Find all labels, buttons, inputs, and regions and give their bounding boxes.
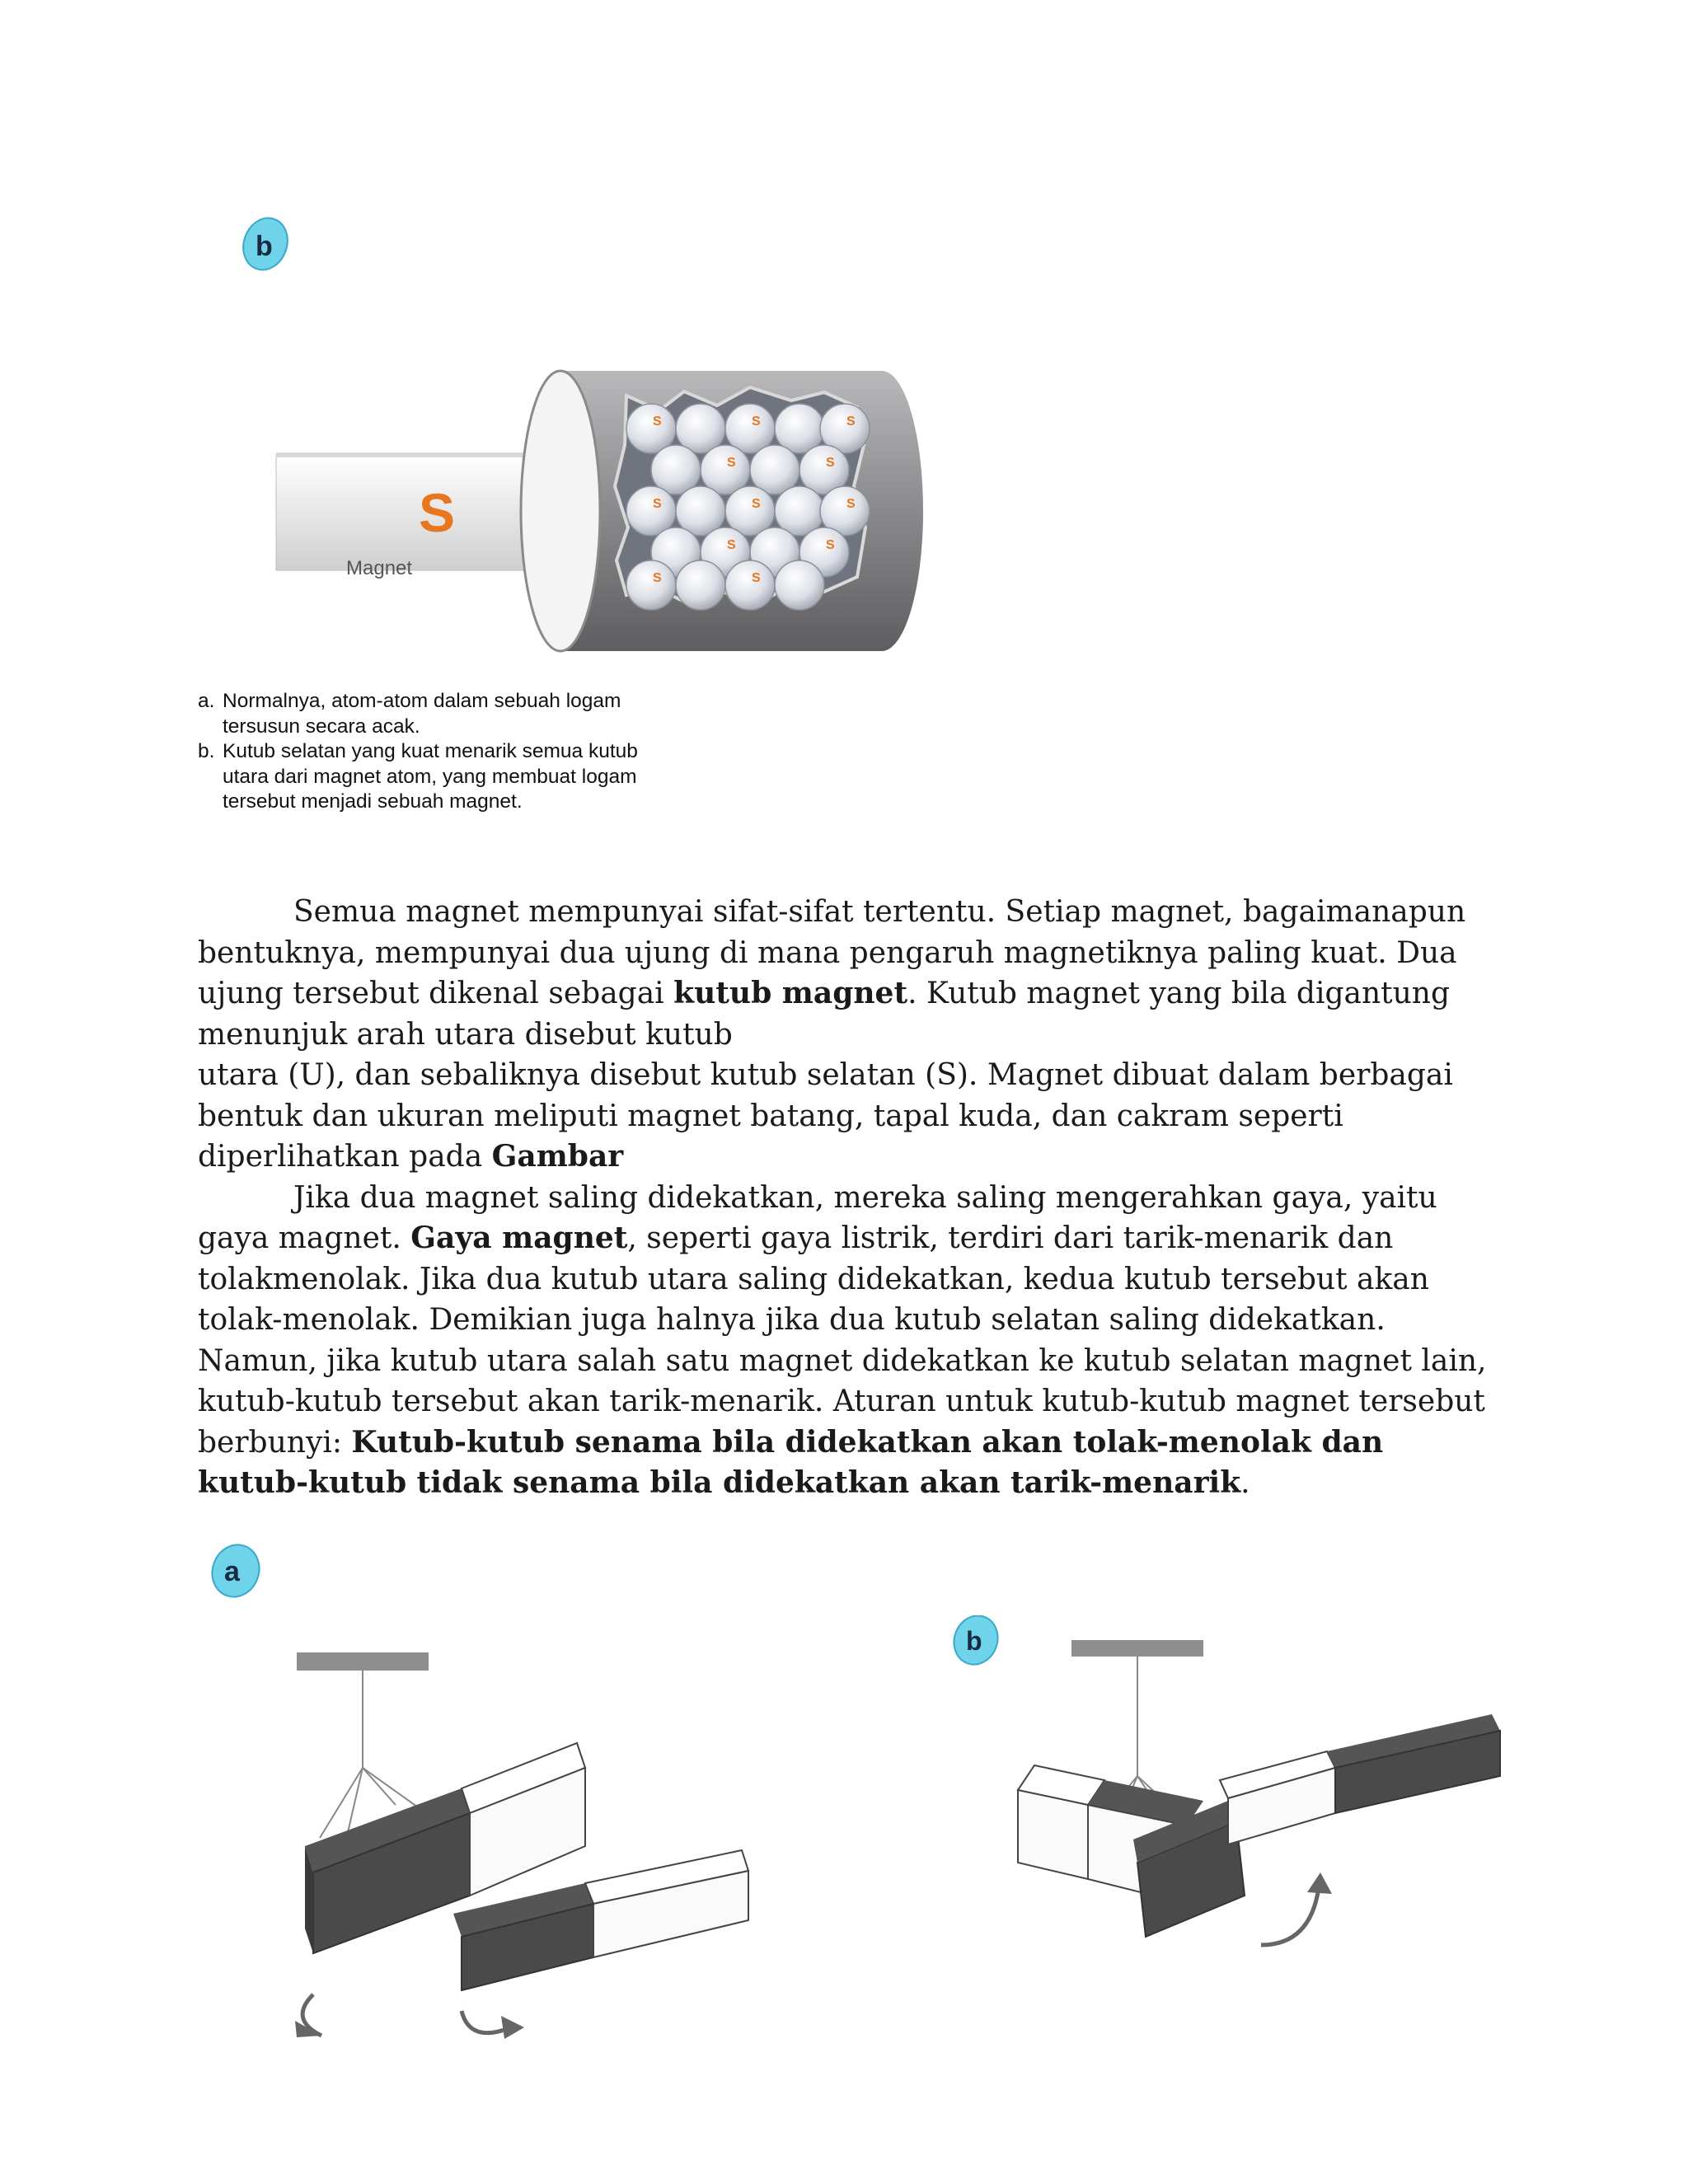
atom (725, 560, 775, 610)
svg-text:a: a (224, 1556, 240, 1587)
badge-a (205, 1538, 267, 1603)
atom-pole-label: S (752, 415, 761, 429)
atom (676, 560, 725, 610)
badge-b-bottom (948, 1615, 1005, 1671)
atom-pole-label: S (752, 497, 761, 511)
hanging-magnet-b (1018, 1765, 1245, 1937)
atom-pole-label: S (846, 415, 856, 429)
metal-cylinder (521, 371, 923, 651)
badge-b (237, 212, 295, 276)
figure-top (223, 198, 964, 676)
bar-magnet (276, 455, 548, 579)
svg-text:b: b (256, 231, 273, 262)
body-text (198, 892, 1500, 1504)
figure-bottom-b (948, 1615, 1525, 2077)
atom-pole-label: S (653, 497, 662, 511)
svg-text:b: b (966, 1626, 982, 1656)
atom-pole-label: S (752, 571, 761, 585)
atom (775, 560, 824, 610)
atom (626, 560, 676, 610)
atom-pole-label: S (727, 456, 736, 470)
figure-bottom-a (198, 1533, 791, 2102)
atom-pole-label: S (846, 497, 856, 511)
magnet-label: Magnet (346, 557, 413, 579)
paragraph-1-cont: utara (U), dan sebaliknya disebut kutub selatan (S). Magnet dibuat dalam berbagai bentuk dan ukuran meliputi magnet batang, tapal kuda, dan cakram seperti diperlihatkan pada Gambar (198, 1058, 1453, 1174)
paragraph-1: Semua magnet mempunyai sifat-sifat tertentu. Setiap magnet, bagaimanapun bentuknya, mempunyai dua ujung di mana pengaruh magnetiknya paling kuat. Dua ujung tersebut dikenal sebagai kutub magnet. Kutub magnet yang bila digantung menunjuk arah utara disebut kutub (198, 895, 1466, 1052)
atom-pole-label: S (653, 571, 662, 585)
atom-pole-label: S (826, 456, 835, 470)
caption-item-b: b. Kutub selatan yang kuat menarik semua kutub utara dari magnet atom, yang membuat logam tersebut menjadi sebuah magnet. (198, 740, 638, 813)
paragraph-2: Jika dua magnet saling didekatkan, mereka saling mengerahkan gaya, yaitu gaya magnet. Gaya magnet, seperti gaya listrik, terdiri dari tarik-menarik dan tolakmenolak. Jika dua kutub utara saling didekatkan, kedua kutub tersebut akan tolak-menolak. Demikian juga halnya jika dua kutub selatan saling didekatkan. Namun, jika kutub utara salah satu magnet didekatkan ke kutub selatan magnet lain, kutub-kutub tersebut akan tarik-menarik. Aturan untuk kutub-kutub magnet tersebut berbunyi: Kutub-kutub senama bila didekatkan akan tolak-menolak dan kutub-kutub tidak senama bila didekatkan akan tarik-menarik. (198, 1180, 1487, 1500)
atom-pole-label: S (727, 538, 736, 552)
resting-magnet-b (1220, 1714, 1500, 1844)
caption-item-a: a. Normalnya, atom-atom dalam sebuah logam tersusun secara acak. (198, 690, 621, 738)
atom-pole-label: S (653, 415, 662, 429)
atom-pole-label: S (826, 538, 835, 552)
figure-caption (198, 689, 659, 815)
magnet-pole-label: S (419, 482, 456, 543)
